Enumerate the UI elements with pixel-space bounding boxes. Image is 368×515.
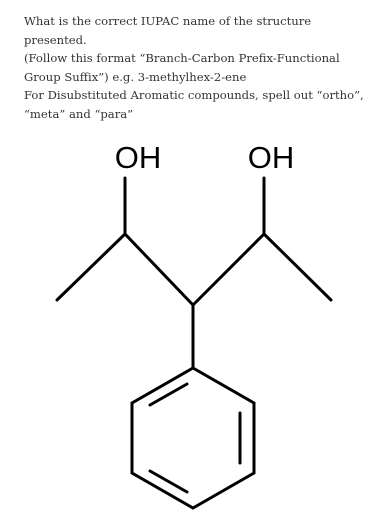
hydroxyl-label-left: OH [114, 140, 162, 175]
bond-c4-c5 [264, 234, 331, 300]
bond-c1-c2 [57, 234, 125, 300]
question-prompt: What is the correct IUPAC name of the structure presented. [24, 14, 312, 47]
hydroxyl-label-right: OH [247, 140, 295, 175]
benzene-ring [132, 368, 254, 508]
aromatic-instructions: For Disubstituted Aromatic compounds, spell out “ortho”, “meta” and “para” [24, 88, 364, 121]
format-instructions: (Follow this format “Branch-Carbon Prefix-Functional Group Suffix”) e.g. 3-methylhex-2-ene [24, 51, 340, 84]
benzene-double-bond-lower-left [150, 471, 187, 492]
benzene-double-bond-upper-left [150, 384, 187, 405]
bond-c2-c3 [125, 234, 193, 305]
carbon-skeleton [57, 178, 331, 368]
bond-c3-c4 [193, 234, 264, 305]
benzene-hexagon [132, 368, 254, 508]
